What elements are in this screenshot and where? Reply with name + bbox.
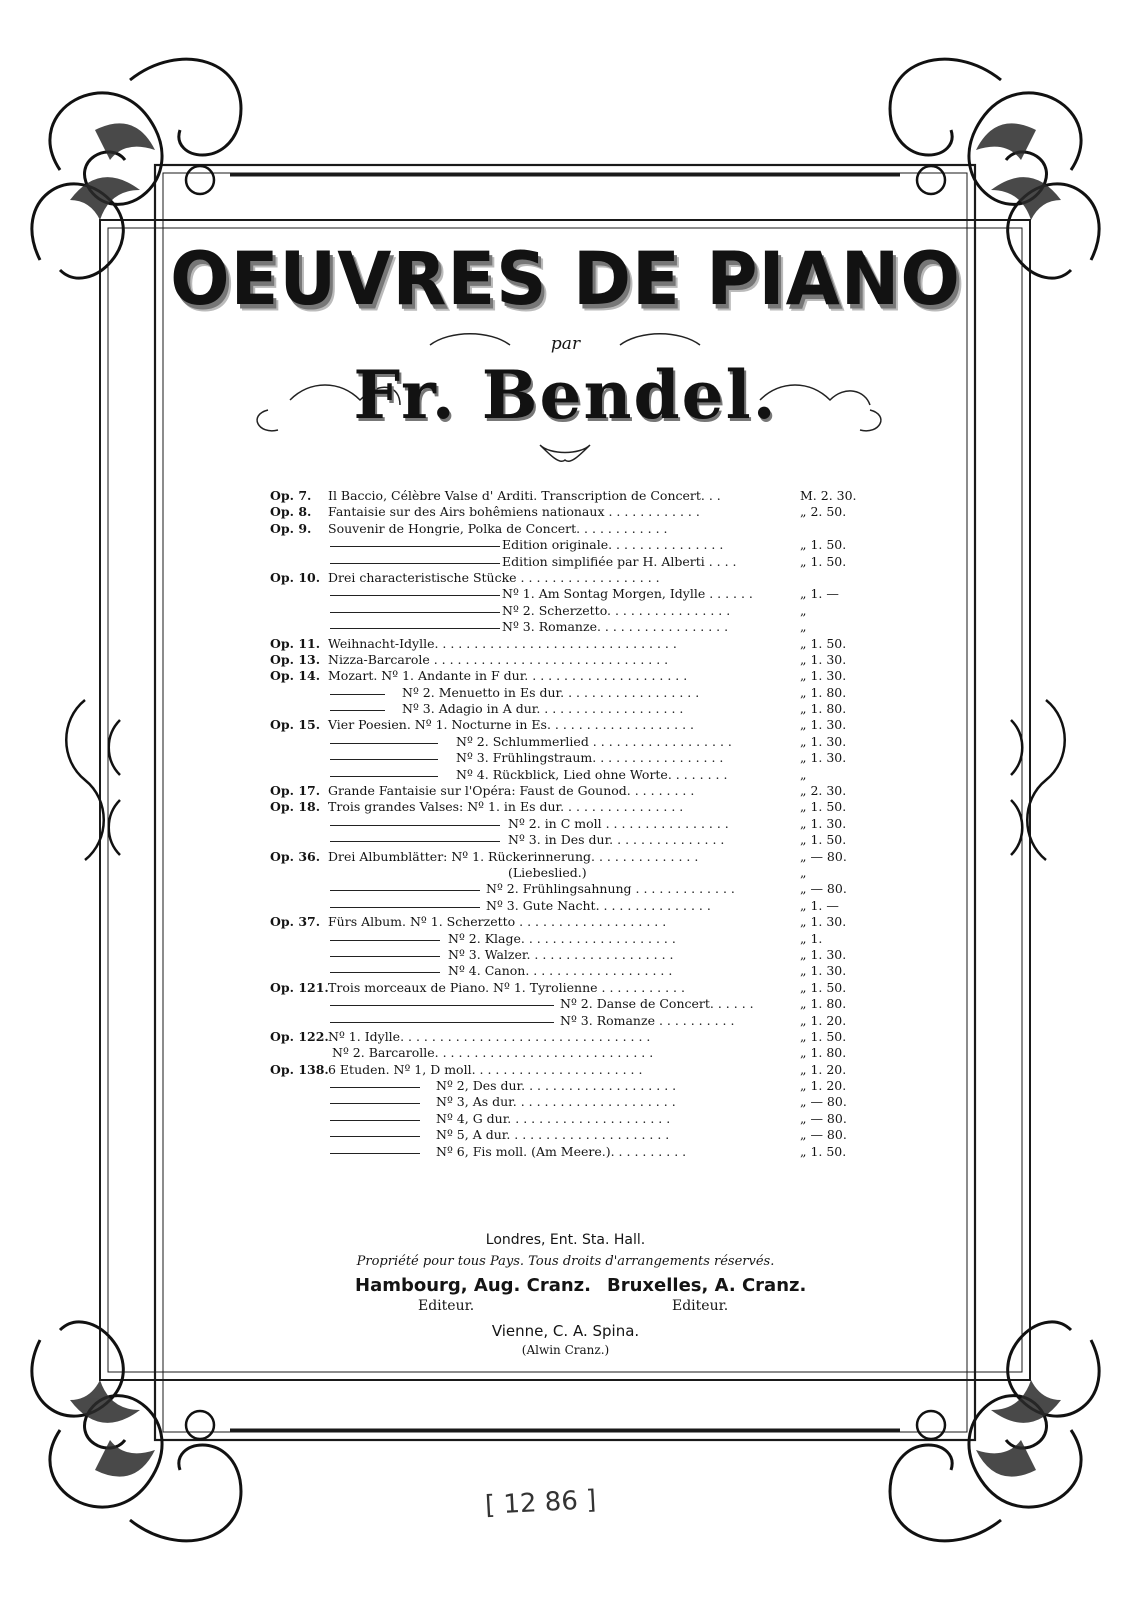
work-title: Nº 1. Idylle. . . . . . . . . . . . . . . . . . . . . . . . . . . . . . . . — [328, 1028, 651, 1044]
ditto-line — [330, 628, 500, 629]
publisher-vienne: Vienne, C. A. Spina. — [491, 1322, 640, 1340]
work-title: (Liebeslied.) — [508, 864, 587, 880]
catalog-row — [270, 1094, 870, 1110]
price: „ — 80. — [800, 881, 847, 897]
ditto-line — [330, 825, 500, 826]
work-title: Mozart. Nº 1. Andante in F dur. . . . . . . . . . . . . . . . . . . . . — [328, 668, 688, 684]
catalog-row — [270, 980, 870, 996]
catalog-row — [270, 1111, 870, 1127]
work-title: Drei characteristische Stücke . . . . . . . . . . . . . . . . . . — [328, 569, 660, 585]
price: „ 1. 50. — [800, 635, 847, 651]
catalog-row — [270, 799, 870, 815]
catalog-row — [270, 783, 870, 799]
opus-number: Op. 9. — [270, 520, 312, 536]
opus-number: Op. 13. — [270, 651, 321, 667]
ditto-line — [330, 1022, 554, 1023]
work-title: Nº 5, A dur. . . . . . . . . . . . . . . . . . . . . — [436, 1127, 670, 1143]
opus-number: Op. 138. — [270, 1061, 329, 1077]
price: „ 1. 50. — [800, 832, 847, 848]
page-title: OEUVRES DE PIANO — [170, 235, 961, 323]
catalog-row — [270, 603, 870, 619]
catalog-row — [270, 717, 870, 733]
title-par: par — [550, 334, 581, 354]
work-title: Vier Poesien. Nº 1. Nocturne in Es. . . . . . . . . . . . . . . . . . . — [328, 717, 694, 733]
opus-number: Op. 7. — [270, 488, 312, 503]
editeur-label-right: Editeur. — [672, 1298, 729, 1314]
price: „ 1. 50. — [800, 1028, 847, 1044]
price: „ 1. 50. — [800, 553, 847, 569]
work-title: Edition originale. . . . . . . . . . . . . . . — [502, 537, 724, 553]
price: „ 1. 30. — [800, 815, 847, 831]
catalog-row — [270, 685, 870, 701]
work-title: Drei Albumblätter: Nº 1. Rückerinnerung. . . . . . . . . . . . . . — [328, 848, 699, 864]
price: „ 2. 50. — [800, 504, 847, 520]
work-title: Nº 3. Frühlingstraum. . . . . . . . . . . . . . . . . — [456, 750, 724, 766]
catalog-row — [270, 1144, 870, 1160]
rights-notice: Propriété pour tous Pays. Tous droits d'arrangements réservés. — [356, 1254, 775, 1269]
work-title: Nº 3. Romanze. . . . . . . . . . . . . . . . . — [502, 619, 729, 635]
catalog-row — [270, 1013, 870, 1029]
ditto-line — [330, 1120, 420, 1121]
price: „ 1. 80. — [800, 996, 847, 1012]
ditto-line — [330, 841, 500, 842]
price: „ 1. 80. — [800, 1045, 847, 1061]
work-title: Nº 6, Fis moll. (Am Meere.). . . . . . . . . . — [436, 1143, 687, 1159]
catalog-row — [270, 865, 870, 881]
editeur-label-left: Editeur. — [418, 1298, 475, 1314]
price: „ 2. 30. — [800, 783, 847, 799]
ditto-line — [330, 743, 438, 744]
ditto-line — [330, 776, 438, 777]
ditto-line — [330, 1103, 420, 1104]
work-title: Nº 4. Canon. . . . . . . . . . . . . . . . . . . — [448, 963, 673, 979]
catalog-row — [270, 963, 870, 979]
price: „ 1. 30. — [800, 914, 847, 930]
work-title: Nº 1. Am Sontag Morgen, Idylle . . . . . . — [502, 586, 753, 602]
work-title: Nº 2. Schlummerlied . . . . . . . . . . . . . . . . . . — [456, 733, 732, 749]
work-title: Nº 3, As dur. . . . . . . . . . . . . . . . . . . . . — [436, 1094, 676, 1110]
work-title: Il Baccio, Célèbre Valse d' Arditi. Transcription de Concert. . . — [328, 488, 721, 503]
price: „ 1. 80. — [800, 701, 847, 717]
work-title: Trois grandes Valses: Nº 1. in Es dur. . . . . . . . . . . . . . . . — [328, 799, 684, 815]
catalog-row — [270, 701, 870, 717]
price: „ 1. 20. — [800, 1012, 847, 1028]
price: „ 1. 20. — [800, 1061, 847, 1077]
price: „ — 80. — [800, 848, 847, 864]
work-title: Weihnacht-Idylle. . . . . . . . . . . . . . . . . . . . . . . . . . . . . . . — [328, 635, 677, 651]
price: „ — 80. — [800, 1110, 847, 1126]
opus-number: Op. 8. — [270, 504, 312, 520]
price: „ — [800, 619, 807, 635]
ditto-line — [330, 1136, 420, 1137]
opus-number: Op. 11. — [270, 635, 321, 651]
price: „ 1. 50. — [800, 1143, 847, 1159]
ditto-line — [330, 612, 500, 613]
work-title: Nº 2. Danse de Concert. . . . . . — [560, 996, 754, 1012]
opus-number: Op. 121. — [270, 979, 329, 995]
price: „ 1. 30. — [800, 668, 847, 684]
catalog-row — [270, 1078, 870, 1094]
ditto-line — [330, 956, 440, 957]
work-title: Nº 2. Barcarolle. . . . . . . . . . . . . . . . . . . . . . . . . . . . — [332, 1045, 654, 1061]
price: „ 1. 50. — [800, 979, 847, 995]
ditto-line — [330, 1153, 420, 1154]
opus-number: Op. 17. — [270, 783, 321, 799]
opus-number: Op. 36. — [270, 848, 321, 864]
catalog-row — [270, 734, 870, 750]
catalog-row — [270, 881, 870, 897]
opus-number: Op. 37. — [270, 914, 321, 930]
catalog-row — [270, 570, 870, 586]
opus-number: Op. 18. — [270, 799, 321, 815]
opus-number: Op. 14. — [270, 668, 321, 684]
ditto-line — [330, 907, 480, 908]
work-title: Nº 3. Gute Nacht. . . . . . . . . . . . . . . — [486, 897, 711, 913]
catalog-row — [270, 750, 870, 766]
price: „ 1. 80. — [800, 684, 847, 700]
ditto-line — [330, 1005, 554, 1006]
catalog-row — [270, 521, 870, 537]
catalog-row — [270, 652, 870, 668]
opus-number: Op. 15. — [270, 717, 321, 733]
work-title: 6 Etuden. Nº 1, D moll. . . . . . . . . . . . . . . . . . . . . . — [328, 1061, 643, 1077]
price: „ — [800, 864, 807, 880]
price: „ 1. 30. — [800, 651, 847, 667]
work-title: Nº 2. Scherzetto. . . . . . . . . . . . . . . . — [502, 602, 731, 618]
price: „ — [800, 602, 807, 618]
ditto-line — [330, 940, 440, 941]
work-title: Trois morceaux de Piano. Nº 1. Tyrolienne . . . . . . . . . . . — [328, 979, 685, 995]
price: „ — 80. — [800, 1094, 847, 1110]
work-title: Nº 4. Rückblick, Lied ohne Worte. . . . . . . . — [456, 766, 728, 782]
work-title: Grande Fantaisie sur l'Opéra: Faust de Gounod. . . . . . . . . — [328, 783, 695, 799]
catalog-row — [270, 1062, 870, 1078]
ditto-line — [330, 595, 500, 596]
work-title: Souvenir de Hongrie, Polka de Concert. . . . . . . . . . . . — [328, 520, 668, 536]
price: „ 1. 50. — [800, 537, 847, 553]
publisher-hamburg: Hambourg, Aug. Cranz. — [355, 1275, 591, 1296]
work-title: Nº 2. Klage. . . . . . . . . . . . . . . . . . . . — [448, 930, 676, 946]
work-title: Nº 3. Adagio in A dur. . . . . . . . . . . . . . . . . . . — [402, 701, 684, 717]
work-title: Fürs Album. Nº 1. Scherzetto . . . . . . . . . . . . . . . . . . . — [328, 914, 667, 930]
work-title: Fantaisie sur des Airs bohêmiens nationaux . . . . . . . . . . . . — [328, 504, 700, 520]
work-title: Nº 2. Menuetto in Es dur. . . . . . . . . . . . . . . . . . — [402, 684, 700, 700]
price: „ 1. 30. — [800, 733, 847, 749]
catalog-row — [270, 586, 870, 602]
catalog-row — [270, 931, 870, 947]
catalog-row — [270, 1127, 870, 1143]
work-title: Nº 4, G dur. . . . . . . . . . . . . . . . . . . . . — [436, 1110, 671, 1126]
ditto-line — [330, 1087, 420, 1088]
catalog-row — [270, 996, 870, 1012]
catalog-row — [270, 668, 870, 684]
work-title: Nº 3. Walzer. . . . . . . . . . . . . . . . . . . — [448, 946, 674, 962]
price: „ — [800, 766, 807, 782]
price: „ 1. 30. — [800, 750, 847, 766]
catalog-row — [270, 636, 870, 652]
ditto-line — [330, 694, 385, 695]
ditto-line — [330, 890, 480, 891]
ditto-line — [330, 563, 500, 564]
catalog-row — [270, 849, 870, 865]
catalog-row — [270, 504, 870, 520]
london-registration: Londres, Ent. Sta. Hall. — [485, 1232, 646, 1248]
price: „ 1. 30. — [800, 717, 847, 733]
ditto-line — [330, 972, 440, 973]
catalog-row — [270, 914, 870, 930]
work-title: Nº 2. Frühlingsahnung . . . . . . . . . . . . . — [486, 881, 735, 897]
ditto-line — [330, 546, 500, 547]
ditto-line — [330, 710, 385, 711]
catalog-row — [270, 898, 870, 914]
composer-name: Fr. Bendel. — [353, 356, 778, 434]
catalog-row — [270, 816, 870, 832]
publisher-alwin: (Alwin Cranz.) — [521, 1343, 610, 1357]
catalog-row — [270, 619, 870, 635]
price: „ 1. 30. — [800, 946, 847, 962]
ditto-line — [330, 759, 438, 760]
work-title: Edition simplifiée par H. Alberti . . . . — [502, 553, 737, 569]
catalog-row — [270, 832, 870, 848]
work-title: Nizza-Barcarole . . . . . . . . . . . . . . . . . . . . . . . . . . . . . . — [328, 651, 669, 667]
opus-number: Op. 122. — [270, 1028, 329, 1044]
catalog-row — [270, 767, 870, 783]
work-title: Nº 2, Des dur. . . . . . . . . . . . . . . . . . . . — [436, 1078, 677, 1094]
work-title: Nº 2. in C moll . . . . . . . . . . . . . . . . — [508, 815, 729, 831]
price: „ 1. — — [800, 897, 839, 913]
catalog-row — [270, 488, 870, 504]
work-title: Nº 3. in Des dur. . . . . . . . . . . . . . . — [508, 832, 725, 848]
catalog-row — [270, 554, 870, 570]
catalog-row — [270, 1029, 870, 1045]
price: „ 1. 50. — [800, 799, 847, 815]
price: „ 1. — [800, 930, 823, 946]
price: „ 1. 20. — [800, 1078, 847, 1094]
price: „ — 80. — [800, 1127, 847, 1143]
handwritten-shelfmark: [ 12 86 ] — [484, 1485, 597, 1521]
price: „ 1. 30. — [800, 963, 847, 979]
catalog-row — [270, 947, 870, 963]
catalog-row — [270, 1045, 870, 1061]
price: „ 1. — — [800, 586, 839, 602]
works-catalog — [270, 488, 870, 1160]
catalog-row — [270, 537, 870, 553]
opus-number: Op. 10. — [270, 569, 321, 585]
price: M. 2. 30. — [800, 488, 857, 503]
publisher-bruxelles: Bruxelles, A. Cranz. — [607, 1275, 807, 1296]
work-title: Nº 3. Romanze . . . . . . . . . . — [560, 1012, 735, 1028]
